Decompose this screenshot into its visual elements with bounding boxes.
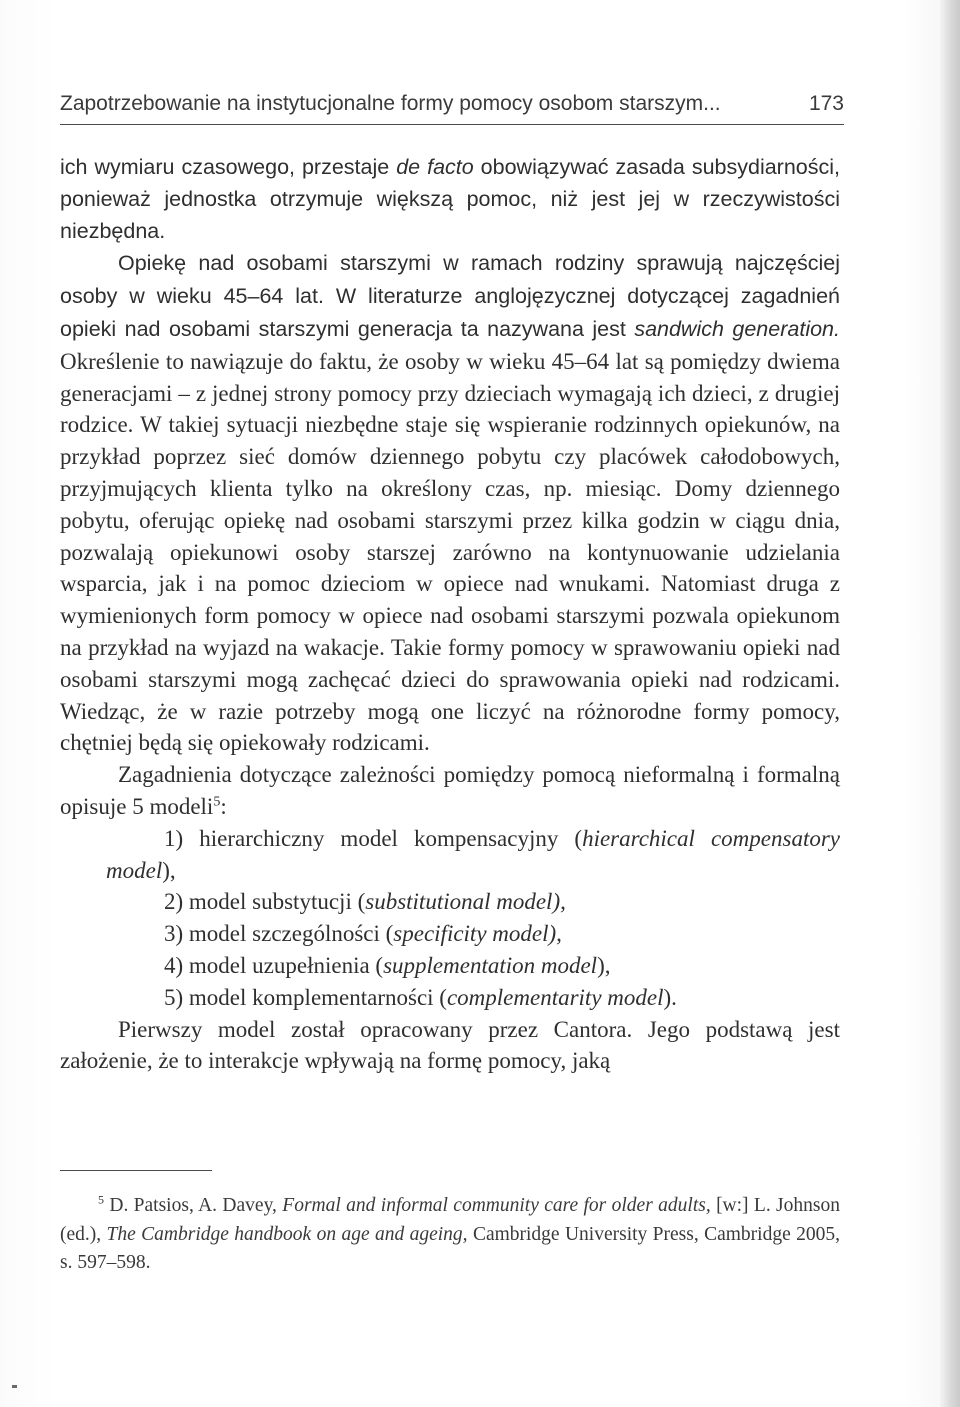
- italic-term: sandwich generation.: [634, 316, 840, 341]
- paragraph-2: Opiekę nad osobami starszymi w ramach rodziny sprawują najczęściej osoby w wieku 45–64 lat. W literaturze anglojęzycznej dotyczącej zagadnień opieki nad osobami starszymi generacja ta nazywana jest sandwich generation. Określenie to nawiązuje do faktu, że osoby w wieku 45–64 lat są pomiędzy dwiema generacjami – z jednej strony pomocy przy dzieciach wymagają ich dzieci, z drugiej rodzice. W takiej sytuacji niezbędne staje się wspieranie rodzinnych opiekunów, na przykład poprzez sieć domów dziennego pobytu czy placówek całodobowych, przyjmujących klienta tylko na określony czas, np. miesiąc. Domy dziennego pobytu, oferując opiekę nad osobami starszymi przez kilka godzin w ciągu dnia, pozwalają opiekunowi osoby starszej zarówno na kontynuowanie udzielania wsparcia, jak i na pomoc dzieciom w opiece nad wnukami. Natomiast druga z wymienionych form pomocy w opiece nad osobami starszymi pozwala opiekunom na przykład na wyjazd na wakacje. Takie formy pomocy w sprawowaniu opieki nad osobami starszymi mogą zachęcać dzieci do sprawowania opieki nad rodzicami. Wiedząc, że w razie potrzeby mogą one liczyć na różnorodne formy pomocy, chętniej będą się opiekowały rodzicami.: [60, 251, 840, 756]
- page-number: 173: [808, 92, 844, 115]
- list-item: 3) model szczególności (specificity model),: [164, 921, 562, 947]
- models-list: [60, 823, 840, 1014]
- running-title: Zapotrzebowanie na instytucjonalne formy pomocy osobom starszym...: [60, 92, 721, 115]
- paragraph-4: Pierwszy model został opracowany przez Cantora. Jego podstawą jest założenie, że to interakcje wpływają na formę pomocy, jaką: [60, 1016, 840, 1074]
- list-item: 2) model substytucji (substitutional model),: [164, 889, 566, 915]
- paragraph-3: Zagadnienia dotyczące zależności pomiędzy pomocą nieformalną i formalną opisuje 5 modeli$^5$:: [60, 762, 840, 819]
- footnote-reference[interactable]: 5: [213, 794, 221, 810]
- scan-speck: [12, 1385, 17, 1388]
- cited-book-title: The Cambridge handbook on age and ageing,: [106, 1223, 468, 1245]
- main-text: [60, 152, 840, 1077]
- italic-term: de facto: [396, 155, 474, 179]
- list-item: 5) model komplementarności (complementarity model).: [164, 984, 677, 1010]
- footnote: [60, 1192, 840, 1278]
- list-item: 4) model uzupełnienia (supplementation model),: [164, 952, 611, 978]
- cited-title: Formal and informal community care for older adults,: [282, 1195, 711, 1216]
- list-item: 1) hierarchiczny model kompensacyjny (hierarchical compensatory model),: [106, 825, 840, 883]
- page-edge-shadow: [940, 0, 960, 1407]
- footnote-text: $^5$ D. Patsios, A. Davey, Formal and informal community care for older adults, [w:] L. Johnson (ed.), The Cambridge handbook on age and ageing, Cambridge University Press, Cambridge 2005, s. 597–598.: [60, 1192, 840, 1273]
- footnote-separator: [60, 1170, 212, 1171]
- footnote-mark: 5: [98, 1192, 104, 1207]
- paragraph-1: ich wymiaru czasowego, przestaje de facto obowiązywać zasada subsydiarności, ponieważ jednostka otrzymuje większą pomoc, niż jest jej w rzeczywistości niezbędna.: [60, 155, 840, 243]
- running-header: [60, 88, 844, 125]
